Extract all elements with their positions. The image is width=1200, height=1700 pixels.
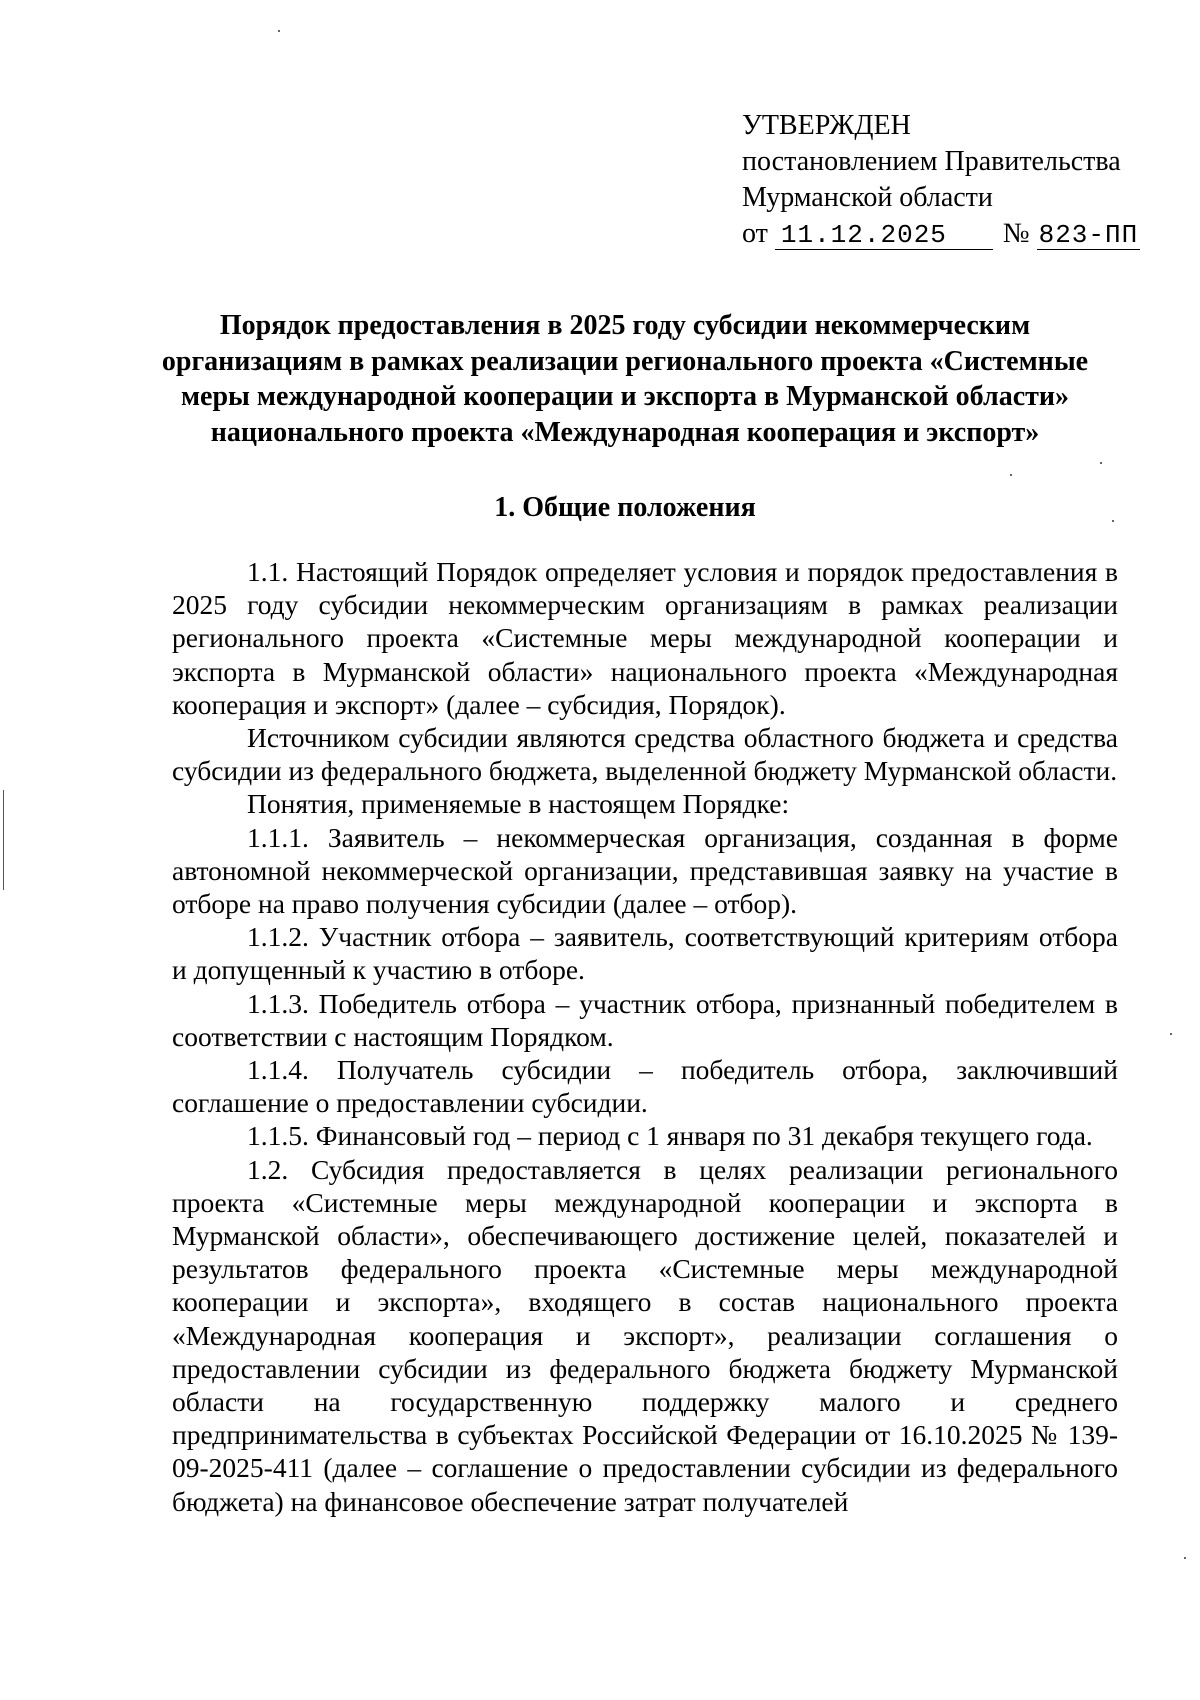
scan-speck — [278, 30, 280, 32]
document-title: Порядок предоставления в 2025 году субсидии некоммерческим организациям в рамках реализации регионального проекта «Системные меры международной кооперации и экспорта в Мурманской области» национального проекта «Международная кооперация и экспорт» — [161, 310, 1089, 448]
approval-date: 11.12.2025 — [775, 221, 993, 250]
scan-speck — [1100, 462, 1102, 464]
paragraph: 1.1.5. Финансовый год – период с 1 января по 31 декабря текущего года. — [247, 1120, 1093, 1152]
paragraph: 1.1.1. Заявитель – некоммерческая организация, созданная в форме автономной некоммерческой организации, представившая заявку на участие в отборе на право получения субсидии (далее – отбор). — [172, 821, 1118, 920]
paragraph: Понятия, применяемые в настоящем Порядке: — [247, 788, 790, 820]
scan-speck — [1112, 520, 1114, 522]
scan-speck — [1170, 1033, 1172, 1035]
paragraph: 1.1.2. Участник отбора – заявитель, соответствующий критериям отбора и допущенный к участию в отборе. — [172, 921, 1118, 986]
scan-artifact-line — [3, 790, 4, 890]
approval-from-label: от — [742, 218, 768, 249]
paragraph: 1.1. Настоящий Порядок определяет условия и порядок предоставления в 2025 году субсидии некоммерческим организациям в рамках реализации регионального проекта «Системные меры международной кооперации и экспорта в Мурманской области» национального проекта «Международная кооперация и экспорт» (далее – субсидия, Порядок). — [172, 556, 1118, 720]
approval-line-1: постановлением Правительства — [742, 146, 1121, 177]
paragraph: 1.2. Субсидия предоставляется в целях реализации регионального проекта «Системные меры международной кооперации и экспорта в Мурманской области», обеспечивающего достижение целей, показателей и результатов федерального проекта «Системные меры международной кооперации и экспорта», входящего в состав национального проекта «Международная кооперация и экспорт», реализации соглашения о предоставлении субсидии из федерального бюджета бюджету Мурманской области на государственную поддержку малого и среднего предпринимательства в субъектах Российской Федерации от 16.10.2025 № 139-09-2025-411 (далее – соглашение о предоставлении субсидии из федерального бюджета) на финансовое обеспечение затрат получателей — [172, 1153, 1118, 1517]
paragraph: 1.1.3. Победитель отбора – участник отбора, признанный победителем в соответствии с настоящим Порядком. — [172, 987, 1118, 1052]
approval-number-sign: № — [1002, 218, 1030, 249]
approval-stamp-block — [742, 108, 1162, 252]
approval-heading: УТВЕРЖДЕН — [742, 110, 911, 141]
section-title: 1. Общие положения — [494, 492, 756, 523]
paragraph: Источником субсидии являются средства областного бюджета и средства субсидии из федерального бюджета, выделенной бюджету Мурманской области. — [172, 722, 1118, 787]
document-body — [172, 555, 1118, 1518]
scan-speck — [1184, 1557, 1186, 1559]
scan-speck — [1010, 474, 1012, 476]
approval-line-2: Мурманской области — [742, 182, 993, 213]
approval-number: 823-ПП — [1038, 220, 1139, 250]
approval-date-line — [742, 216, 1162, 252]
paragraph: 1.1.4. Получатель субсидии – победитель отбора, заключивший соглашение о предоставлении субсидии. — [172, 1054, 1118, 1119]
